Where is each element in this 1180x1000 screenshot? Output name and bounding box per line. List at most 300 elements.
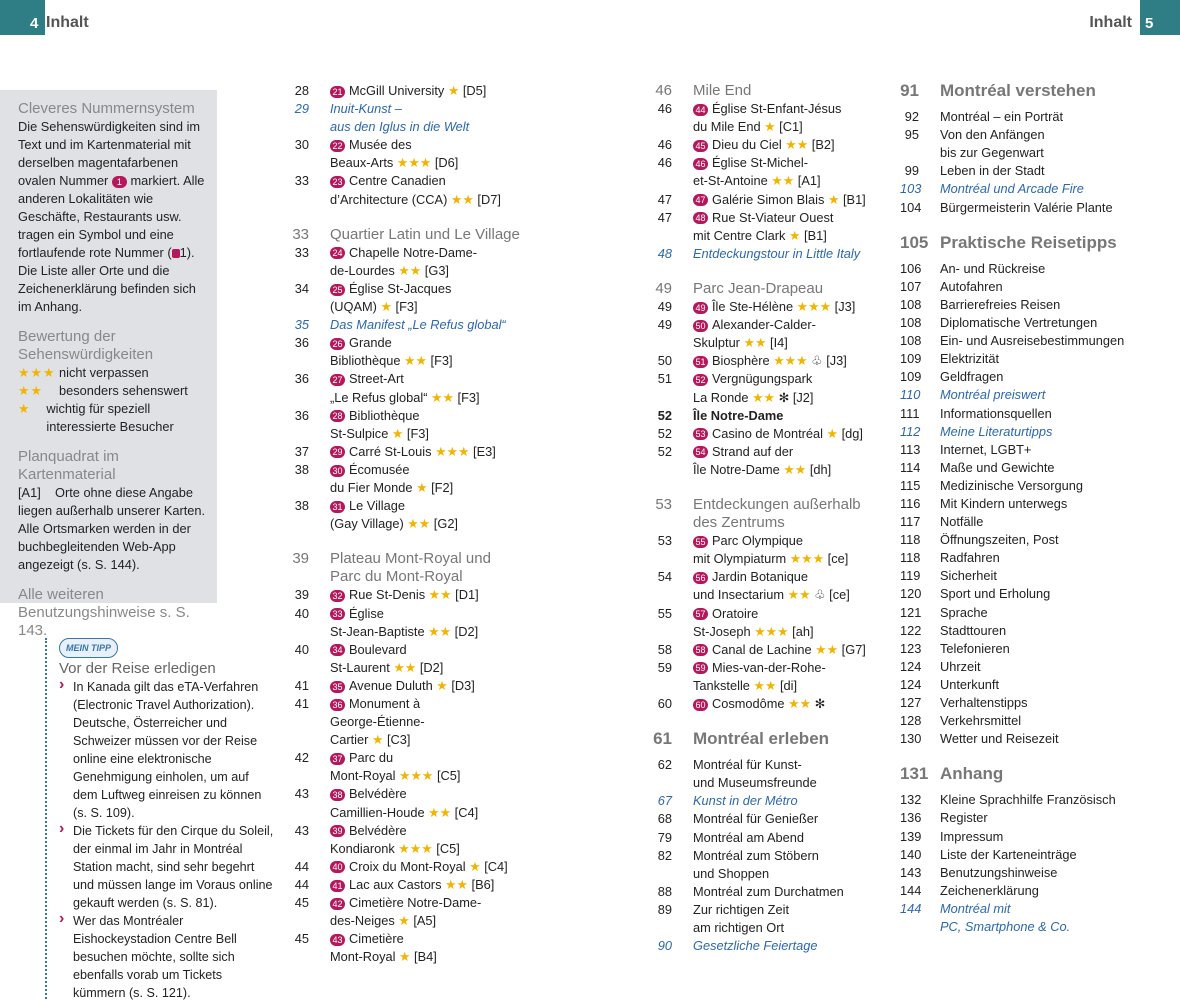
toc-page-number: 39 <box>294 587 309 603</box>
toc-entry[interactable] <box>653 937 905 955</box>
toc-entry[interactable] <box>900 765 1175 783</box>
toc-entry-title <box>330 785 540 821</box>
toc-page-number: 47 <box>657 191 672 207</box>
rating-row <box>18 382 209 400</box>
toc-line: 33 Église <box>330 605 540 623</box>
toc-line: Telefonieren <box>940 640 1010 656</box>
toc-line: 40 Croix du Mont-Royal ★ [C4] <box>330 858 540 876</box>
rating-stars: ★ <box>398 949 411 965</box>
toc-entry[interactable] <box>653 659 905 695</box>
rating-stars: ★★ <box>450 191 474 207</box>
toc-entry[interactable] <box>290 785 540 821</box>
toc-entry-title <box>940 296 1175 314</box>
toc-entry[interactable] <box>290 930 540 966</box>
sight-marker-icon: 47 <box>693 194 708 206</box>
toc-page-number: 48 <box>657 245 672 261</box>
toc-page-number: 59 <box>657 659 672 675</box>
toc-entry[interactable] <box>900 199 1175 217</box>
rating-stars: ★ <box>827 191 840 207</box>
toc-line: PC, Smartphone & Co. <box>940 919 1071 935</box>
toc-entry[interactable] <box>653 829 905 847</box>
sight-marker-icon: 21 <box>330 86 345 98</box>
lock-icon <box>172 249 180 258</box>
toc-entry-title <box>940 549 1175 567</box>
rating-stars: ★★★ <box>398 768 434 784</box>
sight-marker-icon: 24 <box>330 247 345 259</box>
toc-entry[interactable] <box>653 82 905 100</box>
toc-page-number: 52 <box>657 425 672 441</box>
toc-page-number: 68 <box>657 811 672 827</box>
toc-page-number: 45 <box>294 931 309 947</box>
toc-entry[interactable] <box>900 513 1175 531</box>
toc-entry[interactable] <box>653 756 905 792</box>
toc-line: und Insectarium ★★ ♧ [ce] <box>693 587 850 603</box>
usage-info-box <box>0 90 217 639</box>
rating-stars: ★★ <box>407 516 431 532</box>
toc-entry-title <box>330 858 540 876</box>
sight-marker-icon: 40 <box>330 861 345 873</box>
toc-entry[interactable] <box>900 828 1175 846</box>
toc-page-number: 121 <box>900 604 922 620</box>
toc-entry-title <box>693 136 905 154</box>
toc-line: An- und Rückreise <box>940 260 1046 276</box>
toc-entry-title <box>940 694 1175 712</box>
toc-line: 35 Avenue Duluth ★ [D3] <box>330 677 540 695</box>
toc-entry[interactable] <box>653 280 905 298</box>
toc-entry[interactable] <box>290 858 540 876</box>
toc-line: de-Lourdes ★★ [G3] <box>330 262 449 278</box>
toc-entry-title <box>693 443 905 479</box>
sight-marker-icon: 23 <box>330 176 345 188</box>
toc-page-number: 88 <box>657 883 672 899</box>
toc-entry[interactable] <box>290 100 540 136</box>
sight-marker-icon: 39 <box>330 825 345 837</box>
toc-entry[interactable] <box>653 443 905 479</box>
rating-stars: ★ <box>469 858 481 874</box>
toc-entry[interactable] <box>290 749 540 785</box>
toc-entry[interactable] <box>900 423 1175 441</box>
page-number-left: 4 <box>0 0 45 35</box>
toc-entry[interactable] <box>900 108 1175 126</box>
sight-marker-icon: 32 <box>330 590 345 602</box>
toc-page-number: 127 <box>900 695 922 710</box>
toc-entry[interactable] <box>290 586 540 604</box>
toc-entry[interactable] <box>653 245 905 263</box>
toc-line: Diplomatische Vertretungen <box>940 315 1098 331</box>
toc-entry-title <box>693 829 905 847</box>
toc-entry-title <box>693 605 905 641</box>
toc-page-number: 113 <box>900 441 921 457</box>
toc-entry-title <box>940 846 1175 864</box>
toc-entry-title <box>330 497 540 533</box>
toc-entry[interactable] <box>290 226 540 244</box>
toc-line: Anhang <box>940 764 1004 784</box>
toc-line: des-Neiges ★ [A5] <box>330 913 437 929</box>
toc-entry[interactable] <box>900 495 1175 513</box>
toc-entry[interactable] <box>290 822 540 858</box>
toc-line: Île Notre-Dame <box>693 407 784 423</box>
toc-entry[interactable] <box>900 604 1175 622</box>
toc-entry[interactable] <box>900 622 1175 640</box>
toc-entry[interactable] <box>900 809 1175 827</box>
toc-page-number: 118 <box>900 532 921 548</box>
toc-page-number: 124 <box>900 676 922 692</box>
toc-line: Elektrizität <box>940 351 1000 367</box>
toc-line: 27 Street-Art <box>330 370 540 388</box>
toc-line: 58 Canal de Lachine ★★ [G7] <box>693 641 905 659</box>
toc-entry-title <box>940 531 1175 549</box>
toc-line: 23 Centre Canadien <box>330 172 540 190</box>
toc-line: Cartier ★ [C3] <box>330 732 411 748</box>
toc-line: 59 Mies-van-der-Rohe- <box>693 659 905 677</box>
toc-line: Stadttouren <box>940 622 1007 638</box>
toc-entry[interactable] <box>290 407 540 443</box>
toc-entry[interactable] <box>290 695 540 749</box>
toc-line: Notfälle <box>940 514 984 530</box>
toc-entry[interactable] <box>290 677 540 695</box>
spacer <box>900 748 1175 765</box>
toc-page-number: 109 <box>900 351 922 367</box>
toc-entry[interactable] <box>290 316 540 334</box>
toc-page-number: 41 <box>294 677 309 693</box>
toc-entry[interactable] <box>653 352 905 370</box>
rating-stars: ★★ <box>753 677 777 693</box>
toc-entry[interactable] <box>653 100 905 136</box>
toc-entry[interactable] <box>900 676 1175 694</box>
rating-stars: ★★★ <box>396 155 432 171</box>
toc-entry-title <box>693 730 905 748</box>
rating-stars: ★ <box>398 913 410 929</box>
tip-badge: MEIN TIPP <box>59 638 118 658</box>
toc-line: mit Olympiaturm ★★★ [ce] <box>693 551 849 567</box>
toc-entry[interactable] <box>290 82 540 100</box>
toc-entry[interactable] <box>653 568 905 604</box>
toc-entry[interactable] <box>653 883 905 901</box>
toc-entry[interactable] <box>290 280 540 316</box>
sight-marker-icon: 29 <box>330 446 345 458</box>
toc-entry-title <box>693 641 905 659</box>
rating-legend <box>18 364 209 436</box>
toc-page-number: 143 <box>900 864 922 880</box>
toc-entry[interactable] <box>900 477 1175 495</box>
toc-entry[interactable] <box>653 695 905 713</box>
toc-line: Kunst in der Métro <box>693 793 798 809</box>
spacer <box>900 217 1175 234</box>
toc-page-number: 46 <box>657 137 672 153</box>
toc-page-number: 124 <box>900 658 922 674</box>
toc-page-number: 92 <box>904 109 919 125</box>
toc-line: Mit Kindern unterwegs <box>940 495 1068 511</box>
toc-page-number: 61 <box>653 729 672 749</box>
toc-entry[interactable] <box>290 876 540 894</box>
toc-entry-title <box>693 191 905 209</box>
toc-entry[interactable] <box>653 425 905 443</box>
toc-entry[interactable] <box>900 386 1175 404</box>
toc-entry-title <box>940 441 1175 459</box>
toc-entry[interactable] <box>900 694 1175 712</box>
toc-entry[interactable] <box>900 459 1175 477</box>
sight-marker-icon: 51 <box>693 356 708 368</box>
toc-entry[interactable] <box>653 901 905 937</box>
toc-entry-title <box>693 756 905 792</box>
toc-entry[interactable] <box>653 496 905 532</box>
toc-line: 36 Monument à <box>330 695 540 713</box>
toc-entry[interactable] <box>900 441 1175 459</box>
toc-entry[interactable] <box>900 882 1175 900</box>
rating-stars: ★★ <box>752 389 776 405</box>
spacer <box>290 533 540 550</box>
toc-line: Register <box>940 810 988 826</box>
rating-stars: ★★★ <box>789 551 825 567</box>
toc-entry[interactable] <box>900 549 1175 567</box>
toc-line: Zur richtigen Zeit <box>693 901 790 917</box>
toc-entry-title <box>940 332 1175 350</box>
toc-entry[interactable] <box>290 244 540 280</box>
toc-entry[interactable] <box>290 443 540 461</box>
toc-entry[interactable] <box>900 126 1175 162</box>
toc-entry[interactable] <box>900 900 1175 936</box>
info-heading-rating: Bewertung der Sehenswürdigkeiten <box>18 328 154 363</box>
toc-entry-title <box>693 901 905 937</box>
sight-marker-icon: 43 <box>330 934 345 946</box>
spacer <box>900 783 1175 791</box>
toc-column-2 <box>653 82 905 955</box>
toc-page-number: 36 <box>294 407 309 423</box>
toc-page-number: 130 <box>900 731 922 747</box>
toc-entry-title <box>940 368 1175 386</box>
toc-entry-title <box>940 477 1175 495</box>
toc-line: Barrierefreies Reisen <box>940 296 1061 312</box>
toc-entry[interactable] <box>653 641 905 659</box>
spacer <box>900 252 1175 260</box>
toc-entry-title <box>330 586 540 604</box>
toc-entry[interactable] <box>653 605 905 641</box>
toc-line: 21 McGill University ★ [D5] <box>330 82 540 100</box>
toc-entry-title <box>940 126 1175 162</box>
toc-entry[interactable] <box>900 332 1175 350</box>
toc-entry[interactable] <box>653 298 905 316</box>
toc-line: Montréal zum Stöbern <box>693 847 819 863</box>
toc-entry[interactable] <box>900 296 1175 314</box>
toc-page-number: 41 <box>294 696 309 711</box>
toc-entry[interactable] <box>900 260 1175 278</box>
toc-entry-title <box>330 876 540 894</box>
toc-entry-title <box>693 245 905 263</box>
rating-stars: ★ <box>826 425 839 441</box>
toc-entry[interactable] <box>900 640 1175 658</box>
toc-entry[interactable] <box>290 172 540 208</box>
toc-entry-title <box>330 100 540 136</box>
toc-entry[interactable] <box>290 461 540 497</box>
rating-stars: ★★ <box>404 353 427 369</box>
toc-page-number: 45 <box>294 895 309 911</box>
rating-stars: ★★★ <box>773 353 808 369</box>
toc-line: am richtigen Ort <box>693 920 785 936</box>
toc-entry[interactable] <box>290 136 540 172</box>
toc-entry-title <box>940 882 1175 900</box>
tip-item: › Wer das Montréaler Eishockeystadion Centre Bell besuchen möchte, sollte sich ebenfalls vorab um Tickets kümmern (s. S. 121). <box>59 912 275 1000</box>
toc-entry[interactable] <box>900 314 1175 332</box>
toc-entry[interactable] <box>900 234 1175 252</box>
toc-entry[interactable] <box>653 136 905 154</box>
toc-entry[interactable] <box>900 730 1175 748</box>
toc-page-number: 53 <box>655 495 672 513</box>
toc-page-number: 38 <box>294 461 309 477</box>
toc-entry[interactable] <box>900 368 1175 386</box>
rating-stars: ★ <box>447 83 460 98</box>
toc-entry[interactable] <box>290 894 540 930</box>
toc-line: 39 Belvédère <box>330 822 540 840</box>
toc-page-number: 52 <box>657 407 672 423</box>
toc-entry-title <box>330 316 540 334</box>
toc-entry[interactable] <box>653 847 905 883</box>
toc-entry-title <box>330 226 540 244</box>
sight-marker-icon: 44 <box>693 104 708 116</box>
toc-entry[interactable] <box>290 497 540 533</box>
rating-stars: ★★★ <box>18 365 56 380</box>
toc-line: 37 Parc du <box>330 749 540 767</box>
toc-entry-title <box>940 260 1175 278</box>
toc-entry-title <box>693 847 905 883</box>
toc-page-number: 36 <box>294 371 309 387</box>
toc-page-number: 36 <box>294 335 309 351</box>
toc-entry[interactable] <box>900 864 1175 882</box>
toc-entry[interactable] <box>653 792 905 810</box>
toc-entry[interactable] <box>290 641 540 677</box>
rating-stars: ★ <box>416 479 428 495</box>
spacer <box>653 479 905 496</box>
toc-entry-title <box>330 280 540 316</box>
rating-label: besonders sehenswert <box>59 383 188 398</box>
toc-line: Wetter und Reisezeit <box>940 731 1059 747</box>
sight-marker-icon: 54 <box>693 446 708 458</box>
toc-entry-title <box>693 298 905 316</box>
toc-entry[interactable] <box>653 316 905 352</box>
toc-entry[interactable] <box>900 658 1175 676</box>
toc-page-number: 62 <box>657 757 672 773</box>
toc-entry[interactable] <box>290 550 540 586</box>
toc-page-number: 30 <box>294 137 309 153</box>
toc-page-number: 131 <box>900 764 929 784</box>
toc-entry-title <box>940 676 1175 694</box>
toc-page-number: 46 <box>655 82 672 99</box>
sight-marker-icon: 46 <box>693 158 708 170</box>
toc-line: George-Étienne- <box>330 714 425 730</box>
toc-entry[interactable] <box>900 585 1175 603</box>
toc-entry-title <box>693 883 905 901</box>
toc-line: Informationsquellen <box>940 405 1052 421</box>
toc-entry-title <box>940 567 1175 585</box>
toc-entry[interactable] <box>900 82 1175 100</box>
toc-entry[interactable] <box>900 567 1175 585</box>
toc-entry-title <box>940 386 1175 404</box>
spacer <box>290 209 540 226</box>
toc-line: Parc Jean-Drapeau <box>693 279 824 297</box>
toc-entry-title <box>330 641 540 677</box>
sight-marker-icon: 58 <box>693 644 708 656</box>
toc-entry[interactable] <box>900 162 1175 180</box>
rating-stars: ★ <box>789 227 801 243</box>
toc-entry-title <box>940 585 1175 603</box>
toc-entry[interactable] <box>290 334 540 370</box>
toc-entry[interactable] <box>290 605 540 641</box>
toc-line: Zeichenerklärung <box>940 882 1039 898</box>
toc-entry[interactable] <box>900 180 1175 198</box>
toc-page-number: 44 <box>294 876 309 892</box>
toc-entry-title <box>940 423 1175 441</box>
toc-line: Geldfragen <box>940 369 1004 385</box>
toc-line: 41 Lac aux Castors ★★ [B6] <box>330 876 540 894</box>
toc-entry-title <box>940 828 1175 846</box>
toc-entry[interactable] <box>900 350 1175 368</box>
toc-line: Autofahren <box>940 278 1003 294</box>
toc-entry-title <box>330 443 540 461</box>
running-title-right: Inhalt <box>1089 14 1132 31</box>
toc-entry[interactable] <box>653 532 905 568</box>
info-paragraph-numbering: Die Sehenswürdigkeiten sind im Text und im Kartenmaterial mit derselben magentafarbenen ovalen Nummer 1 markiert. Alle anderen Lokalitäten wie Geschäfte, Restaurants usw. tragen ein Symbol und eine fortlaufende rote Nummer ( 1). Die Liste aller Orte und die Zeichenerklärung befinden sich im Anhang. <box>18 119 205 314</box>
toc-entry[interactable] <box>653 191 905 209</box>
sight-marker-icon: 28 <box>330 410 345 422</box>
sight-marker-icon: 55 <box>693 536 708 548</box>
toc-entry[interactable] <box>653 209 905 245</box>
toc-entry-title <box>940 180 1175 198</box>
toc-entry[interactable] <box>653 154 905 190</box>
toc-line: Montréal mit <box>940 900 1011 916</box>
toc-entry[interactable] <box>653 730 905 748</box>
toc-entry-title <box>940 162 1175 180</box>
toc-entry[interactable] <box>900 846 1175 864</box>
toc-entry-title <box>940 405 1175 423</box>
sight-marker-icon: 53 <box>693 428 708 440</box>
toc-page-number: 144 <box>900 882 922 898</box>
toc-line: mit Centre Clark ★ [B1] <box>693 227 827 243</box>
toc-line: Bibliothèque ★★ [F3] <box>330 353 453 369</box>
toc-entry[interactable] <box>290 370 540 406</box>
toc-line: et-St-Antoine ★★ [A1] <box>693 173 821 189</box>
sight-marker-icon: 37 <box>330 753 345 765</box>
toc-entry[interactable] <box>900 405 1175 423</box>
rating-label: wichtig für speziell interessierte Besucher <box>46 401 174 434</box>
toc-entry[interactable] <box>900 791 1175 809</box>
toc-line: 60 Cosmodôme ★★ ✻ <box>693 695 905 713</box>
sight-marker-icon: 56 <box>693 572 708 584</box>
rating-stars: ★★ <box>788 696 812 711</box>
toc-entry[interactable] <box>653 810 905 828</box>
toc-line: Camillien-Houde ★★ [C4] <box>330 804 479 820</box>
toc-page-number: 139 <box>900 828 922 844</box>
info-heading-numbering: Cleveres Nummernsystem <box>18 100 195 117</box>
sight-marker-icon: 57 <box>693 608 708 620</box>
toc-entry[interactable] <box>653 407 905 425</box>
toc-entry[interactable] <box>900 531 1175 549</box>
sight-marker-icon: 38 <box>330 789 345 801</box>
toc-entry[interactable] <box>900 278 1175 296</box>
toc-entry-title <box>330 695 540 749</box>
sight-marker-icon: 50 <box>693 320 708 332</box>
toc-page-number: 91 <box>900 81 919 100</box>
toc-entry[interactable] <box>653 370 905 406</box>
toc-page-number: 115 <box>900 477 921 493</box>
toc-line: Bürgermeisterin Valérie Plante <box>940 199 1113 215</box>
toc-entry[interactable] <box>900 712 1175 730</box>
toc-page-number: 99 <box>904 163 919 179</box>
toc-line: Öffnungszeiten, Post <box>940 532 1059 548</box>
toc-entry-title <box>940 658 1175 676</box>
toc-page-number: 144 <box>900 900 922 916</box>
toc-line: 56 Jardin Botanique <box>693 568 905 586</box>
toc-line: 48 Rue St-Viateur Ouest <box>693 209 905 227</box>
toc-line: 53 Casino de Montréal ★ [dg] <box>693 425 905 443</box>
